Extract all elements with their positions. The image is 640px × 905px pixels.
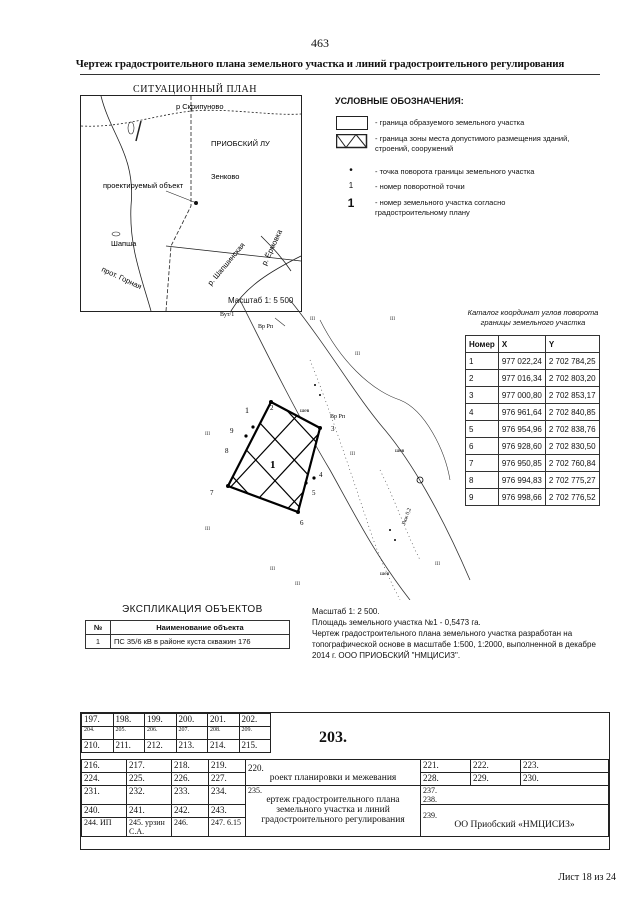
cell: 229. <box>471 773 521 786</box>
map-label-project: проектируемый объект <box>103 181 184 190</box>
cell: 222. <box>471 760 521 773</box>
page-title: Чертеж градостроительного плана земельного участка и линий градостроительного регулирования <box>75 58 565 70</box>
annotation-vr2: Вр Рп <box>330 414 346 420</box>
map-label-gornaya: прот. Горная <box>100 264 144 292</box>
legend-text-point: - точка поворота границы земельного участка <box>375 167 535 176</box>
catalog-header-y: Y <box>545 336 599 353</box>
cell: 244. ИП <box>82 818 127 837</box>
cell: 200. <box>176 714 208 727</box>
cell: 2 702 784,25 <box>545 353 599 370</box>
cell: 240. <box>82 805 127 818</box>
legend-symbol-number: 1 <box>348 181 354 190</box>
cell: 223. <box>521 760 609 773</box>
catalog-title: Каталог координат углов поворота границы земельного участка <box>467 308 599 327</box>
legend-symbol-zone <box>336 134 366 148</box>
table-row <box>466 489 600 506</box>
cell: 2 702 776,52 <box>545 489 599 506</box>
map-label-zenkovo: Зенково <box>211 172 240 181</box>
svg-text:III: III <box>310 317 315 322</box>
cell: 230. <box>521 773 609 786</box>
point-3-label: 3 <box>331 425 335 433</box>
cell: 212. <box>145 740 177 753</box>
table-row <box>466 370 600 387</box>
situation-map <box>80 95 302 312</box>
cell: 2 702 760,84 <box>545 455 599 472</box>
point-9-label: 9 <box>230 427 234 435</box>
cell: 228. <box>421 773 471 786</box>
table-row <box>466 353 600 370</box>
point-8-label: 8 <box>225 447 229 455</box>
plan-drawing <box>180 300 480 600</box>
cell: 233. <box>172 786 209 805</box>
cell: 3 <box>466 387 499 404</box>
cell: 235. <box>248 786 262 795</box>
cell: 2 702 803,20 <box>545 370 599 387</box>
cell: 202. <box>239 714 271 727</box>
cell: 1 <box>86 635 111 649</box>
point-4-label: 4 <box>319 471 323 479</box>
cell: 976 954,96 <box>498 421 545 438</box>
svg-text:III: III <box>350 452 355 457</box>
cell: 199. <box>145 714 177 727</box>
cell: 2 702 838,76 <box>545 421 599 438</box>
table-row <box>466 438 600 455</box>
cell: 4 <box>466 404 499 421</box>
drawing-notes <box>312 606 612 661</box>
cell: 2 <box>466 370 499 387</box>
cell: 231. <box>82 786 127 805</box>
cell: 976 950,85 <box>498 455 545 472</box>
title-block-grid <box>81 713 271 753</box>
project-object-marker <box>194 201 198 205</box>
legend-symbol-point: • <box>349 165 353 176</box>
cell: 216. <box>82 760 127 773</box>
cell: 215. <box>239 740 271 753</box>
title-block-lower <box>81 759 609 837</box>
map-label-river: р. Шапшинская <box>205 240 247 288</box>
table-row <box>466 472 600 489</box>
cell: 225. <box>127 773 172 786</box>
table-row <box>466 404 600 421</box>
cell: 7 <box>466 455 499 472</box>
table-row <box>466 387 600 404</box>
cell: 218. <box>172 760 209 773</box>
table-row <box>466 455 600 472</box>
cell: 243. <box>209 805 246 818</box>
cell: 217. <box>127 760 172 773</box>
cell: 219. <box>209 760 246 773</box>
cell: 2 702 840,85 <box>545 404 599 421</box>
point-6-label: 6 <box>300 519 304 527</box>
cell: 242. <box>172 805 209 818</box>
legend-text-number: - номер поворотной точки <box>375 182 465 191</box>
svg-text:III: III <box>295 582 300 587</box>
cell: 237. <box>423 786 437 795</box>
cell: 210. <box>82 740 114 753</box>
map-label-shapsha: Шапша <box>111 239 137 248</box>
catalog-header-number: Номер <box>466 336 499 353</box>
cell: 207. <box>176 727 208 740</box>
cell: 220. <box>248 762 264 773</box>
organization-name: ОО Приобский «НМЦИСИЗ» <box>454 820 575 830</box>
notes-scale: Масштаб 1: 2 500. <box>312 607 380 616</box>
cell: 206. <box>145 727 177 740</box>
cell: 197. <box>82 714 114 727</box>
point-5-label: 5 <box>312 489 316 497</box>
cell: 247. 6.15 <box>209 818 246 837</box>
title-divider <box>80 74 600 75</box>
point-7-label: 7 <box>210 489 214 497</box>
cell: 226. <box>172 773 209 786</box>
cell: 2 702 830,50 <box>545 438 599 455</box>
catalog-header-x: X <box>498 336 545 353</box>
cell: ПС 35/6 кВ в районе куста скважин 176 <box>111 635 290 649</box>
table-row <box>86 635 290 649</box>
drawing-name: ертеж градостроительного плана земельного участка и линий градостроительного регулирования <box>261 795 405 825</box>
cell: 977 000,80 <box>498 387 545 404</box>
cell: 241. <box>127 805 172 818</box>
cell: 6 <box>466 438 499 455</box>
cell: 224. <box>82 773 127 786</box>
table-row <box>466 421 600 438</box>
notes-area: Площадь земельного участка №1 - 0,5473 га. <box>312 618 481 627</box>
svg-text:III: III <box>355 352 360 357</box>
cell: 977 016,34 <box>498 370 545 387</box>
cell: 232. <box>127 786 172 805</box>
annotation-vr1: Вр Pп <box>258 324 274 330</box>
cell: 213. <box>176 740 208 753</box>
cell: 2 702 775,27 <box>545 472 599 489</box>
cell: 201. <box>208 714 240 727</box>
map-label-priobsky: ПРИОБСКИЙ ЛУ <box>211 139 270 148</box>
cell: 8 <box>466 472 499 489</box>
cell: 976 928,60 <box>498 438 545 455</box>
situation-plan-title: СИТУАЦИОННЫЙ ПЛАН <box>133 84 257 95</box>
cell: 205. <box>113 727 145 740</box>
parcel-number: 1 <box>270 459 276 471</box>
page-number: 463 <box>311 36 329 50</box>
cell: 198. <box>113 714 145 727</box>
explication-header-number: № <box>86 621 111 635</box>
cell: 204. <box>82 727 114 740</box>
cell: 238. <box>423 795 437 804</box>
cell: 977 022,24 <box>498 353 545 370</box>
cell: 221. <box>421 760 471 773</box>
explication-title: ЭКСПЛИКАЦИЯ ОБЪЕКТОВ <box>122 604 263 615</box>
cell: 234. <box>209 786 246 805</box>
cell: 214. <box>208 740 240 753</box>
coordinates-table <box>465 335 600 506</box>
legend-symbol-boundary <box>336 116 368 130</box>
legend-text-zone: - граница зоны места допустимого размещения зданий, строений, сооружений <box>375 134 570 153</box>
cell: 9 <box>466 489 499 506</box>
parcel-zone <box>228 402 320 512</box>
cell: 209. <box>239 727 271 740</box>
annotation-ryazh: Ряж 0,2 <box>401 507 413 526</box>
annotation-vut: Вут/1 <box>220 312 235 318</box>
legend-symbol-parcel: 1 <box>347 196 355 210</box>
cell: 976 961,64 <box>498 404 545 421</box>
title-block <box>80 712 610 850</box>
cell: 2 702 853,17 <box>545 387 599 404</box>
plan-svg <box>180 300 480 600</box>
cell: 208. <box>208 727 240 740</box>
drawing-number: 203. <box>319 729 347 746</box>
svg-text:III: III <box>205 527 210 532</box>
cell: 211. <box>113 740 145 753</box>
map-label-ermovka: р. Ёрмовка <box>259 228 285 267</box>
point-1-label: 1 <box>245 406 249 415</box>
point-2-label: 2 <box>270 404 274 412</box>
svg-text:III: III <box>205 432 210 437</box>
cell: 246. <box>172 818 209 837</box>
explication-header-name: Наименование объекта <box>111 621 290 635</box>
notes-basis: Чертеж градостроительного плана земельного участка разработан на топографической основе в масштабе 1:500, 1:2000, выполненной в декабре 2014 г. ООО ПРИОБСКИЙ "НМЦИСИЗ". <box>312 629 596 660</box>
legend-text-parcel: - номер земельного участка согласно градостроительному плану <box>375 198 506 217</box>
situation-scale: Масштаб 1: 5 500 <box>228 296 294 305</box>
situation-map-drawing <box>81 96 301 311</box>
cell: 239. <box>423 811 437 820</box>
legend-title: УСЛОВНЫЕ ОБОЗНАЧЕНИЯ: <box>335 96 464 106</box>
svg-text:III: III <box>435 562 440 567</box>
cell: 245. урзин С.А. <box>127 818 172 837</box>
cell: 976 994,83 <box>498 472 545 489</box>
project-name: роект планировки и межевания <box>269 772 397 783</box>
annotation-shev3: шев <box>380 571 390 577</box>
cell: 1 <box>466 353 499 370</box>
svg-text:III: III <box>270 567 275 572</box>
explication-table <box>85 620 290 649</box>
annotation-shev1: шев <box>300 408 310 414</box>
sheet-number: Лист 18 из 24 <box>558 872 616 883</box>
map-label-skripunovo: р Скрипуново <box>176 102 224 111</box>
svg-text:III: III <box>390 317 395 322</box>
cell: 227. <box>209 773 246 786</box>
cell: 5 <box>466 421 499 438</box>
annotation-shev2: шев <box>395 448 405 454</box>
legend-text-boundary: - граница образуемого земельного участка <box>375 118 525 127</box>
cell: 976 998,66 <box>498 489 545 506</box>
